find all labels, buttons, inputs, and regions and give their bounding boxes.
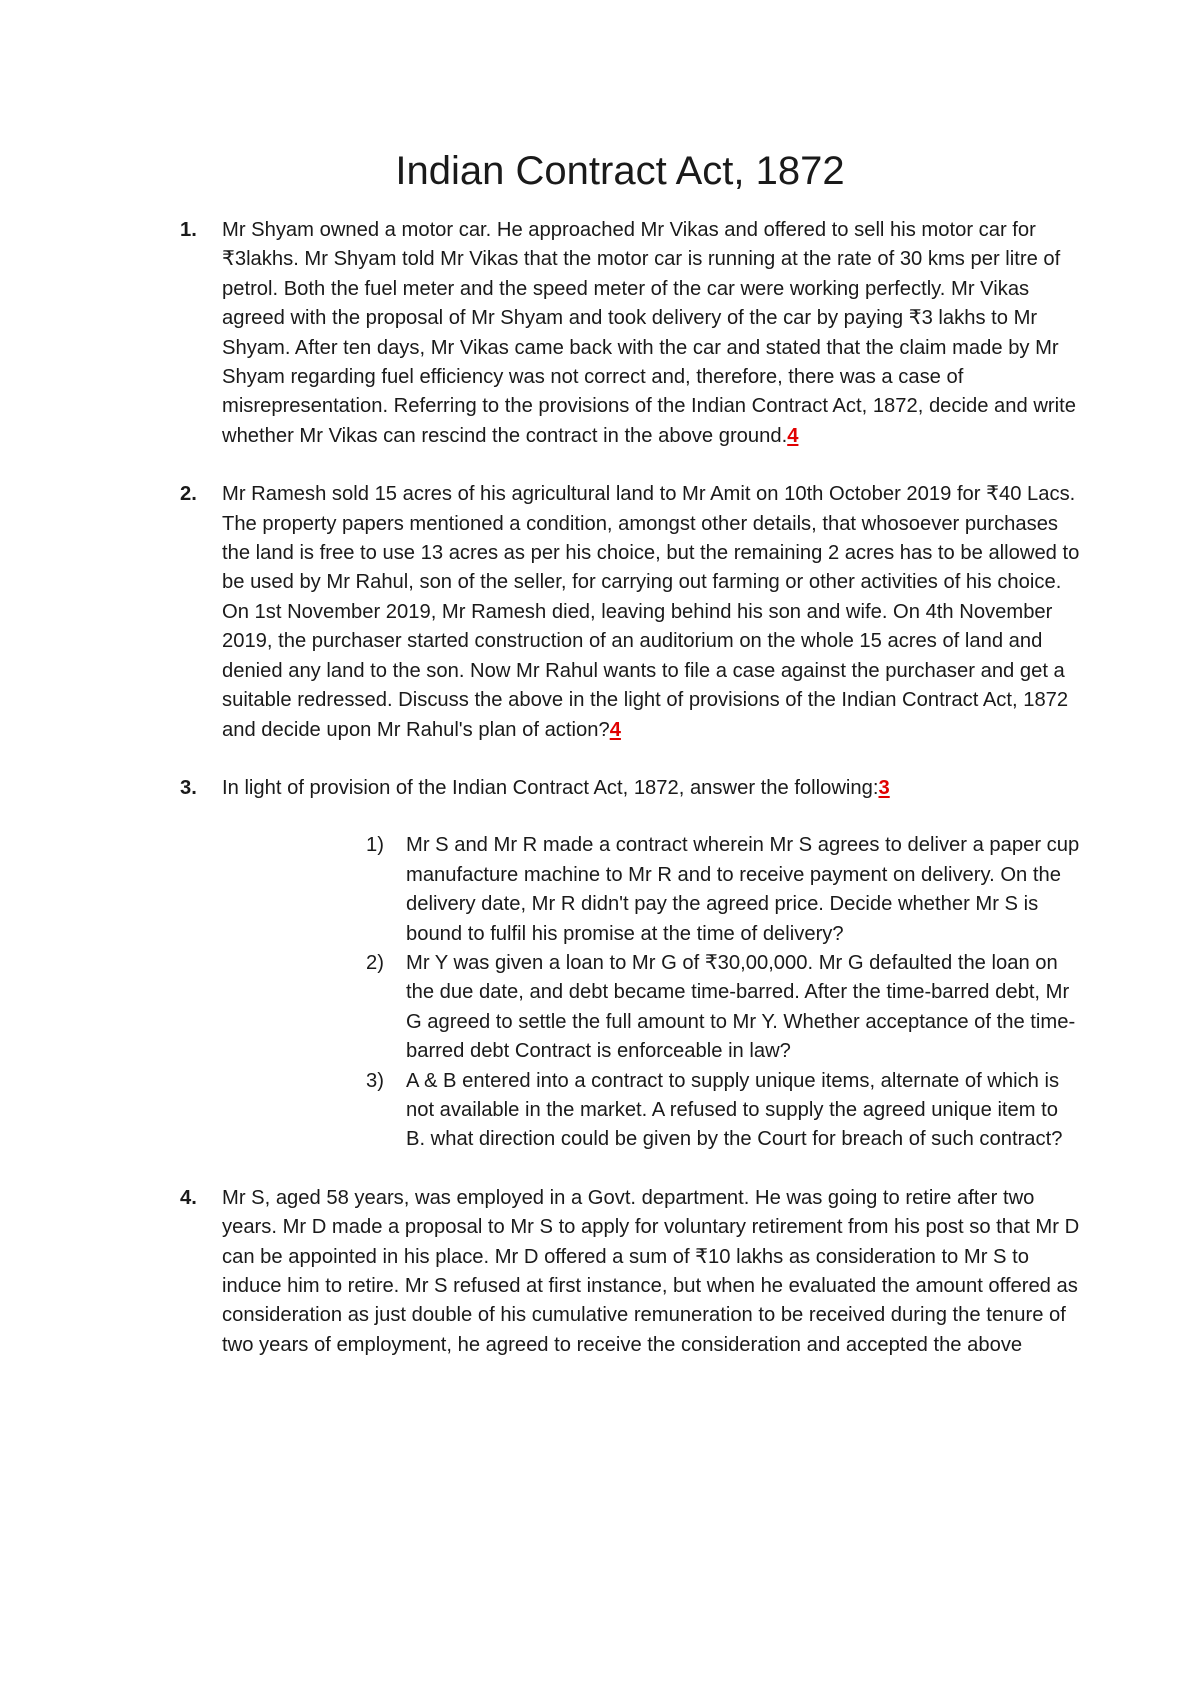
marks-badge: 3 [878, 776, 890, 799]
marks-badge: 4 [787, 424, 799, 447]
question-number: 1. [180, 219, 197, 241]
question-text: Mr S, aged 58 years, was employed in a Govt. department. He was going to retire after two years. Mr D made a proposal to Mr S to apply for voluntary retirement from his post so that Mr D can be appointed in his place. Mr D offered a sum of ₹10 lakhs as consideration to Mr S to induce him to retire. Mr S refused at first instance, but when he evaluated the amount offered as consideration as just double of his cumulative remuneration to be received during the tenure of two years of employment, he agreed to receive the consideration and accepted the above [222, 1186, 1080, 1356]
question-list [180, 216, 1080, 1389]
sub-question-number: 1) [366, 834, 384, 857]
question-number: 2. [180, 483, 197, 506]
sub-question-text: A & B entered into a contract to supply unique items, alternate of which is not available in the market. A refused to supply the agreed unique item to B. what direction could be given by the Court for breach of such contract? [406, 1069, 1063, 1151]
sub-question-3 [366, 1067, 1080, 1155]
question-number: 4. [180, 1186, 197, 1209]
question-text: In light of provision of the Indian Contract Act, 1872, answer the following: [222, 776, 879, 799]
marks-badge: 4 [609, 718, 621, 741]
sub-question-2 [366, 949, 1080, 1067]
question-4 [180, 1184, 1080, 1360]
question-text: Mr Shyam owned a motor car. He approached Mr Vikas and offered to sell his motor car for ₹3lakhs. Mr Shyam told Mr Vikas that the motor car is running at the rate of 30 kms per litre of petrol. Both the fuel meter and the speed meter of the car were working perfectly. Mr Vikas agreed with the proposal of Mr Shyam and took delivery of the car by paying ₹3 lakhs to Mr Shyam. After ten days, Mr Vikas came back with the car and stated that the claim made by Mr Shyam regarding fuel efficiency was not correct and, therefore, there was a case of misrepresentation. Referring to the provisions of the Indian Contract Act, 1872, decide and write whether Mr Vikas can rescind the contract in the above ground. [222, 219, 1076, 447]
sub-question-number: 3) [366, 1069, 384, 1092]
question-2 [180, 480, 1080, 745]
question-3 [180, 774, 1080, 1155]
question-text: Mr Ramesh sold 15 acres of his agricultural land to Mr Amit on 10th October 2019 for ₹40 Lacs. The property papers mentioned a condition, amongst other details, that whosoever purchases the land is free to use 13 acres as per his choice, but the remaining 2 acres has to be allowed to be used by Mr Rahul, son of the seller, for carrying out farming or other activities of his choice. On 1st November 2019, Mr Ramesh died, leaving behind his son and wife. On 4th November 2019, the purchaser started construction of an auditorium on the whole 15 acres of land and denied any land to the son. Now Mr Rahul wants to file a case against the purchaser and get a suitable redressed. Discuss the above in the light of provisions of the Indian Contract Act, 1872 and decide upon Mr Rahul's plan of action? [222, 483, 1080, 741]
sub-question-list [222, 831, 1080, 1154]
sub-question-text: Mr S and Mr R made a contract wherein Mr S agrees to deliver a paper cup manufacture machine to Mr R and to receive payment on delivery. On the delivery date, Mr R didn't pay the agreed price. Decide whether Mr S is bound to fulfil his promise at the time of delivery? [406, 834, 1080, 945]
sub-question-1 [366, 831, 1080, 949]
document-title: Indian Contract Act, 1872 [395, 149, 845, 193]
question-1 [180, 216, 1080, 451]
sub-question-text: Mr Y was given a loan to Mr G of ₹30,00,000. Mr G defaulted the loan on the due date, and debt became time-barred. After the time-barred debt, Mr G agreed to settle the full amount to Mr Y. Whether acceptance of the time-barred debt Contract is enforceable in law? [406, 951, 1076, 1063]
sub-question-number: 2) [366, 951, 384, 974]
question-number: 3. [180, 776, 197, 799]
